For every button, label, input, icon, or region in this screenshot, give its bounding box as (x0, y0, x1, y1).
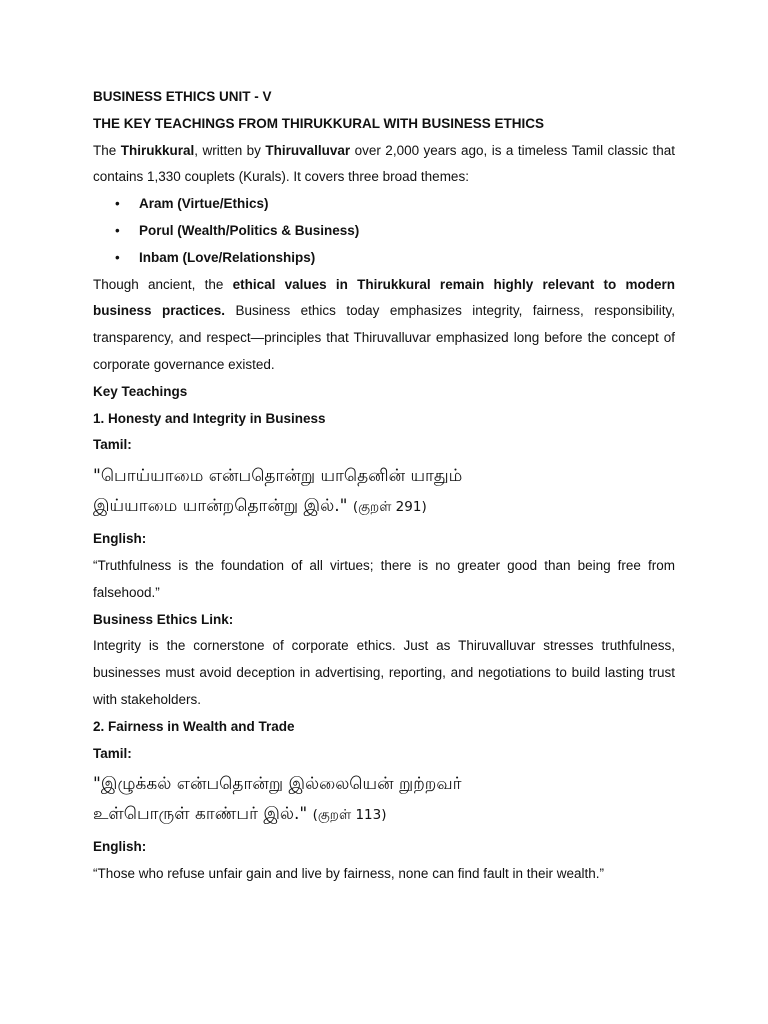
section-1-tamil-line-2-text: இய்யாமை யான்றதொன்று இல்." (93, 496, 348, 517)
intro-thiruvalluvar: Thiruvalluvar (265, 142, 351, 158)
list-item (115, 245, 675, 272)
section-1-kural-ref: (குறள் 291) (352, 499, 427, 516)
relevance-paragraph (93, 272, 675, 379)
relevance-lead: Though ancient, the (93, 276, 233, 292)
intro-paragraph (93, 138, 675, 192)
relevance-rest: Business ethics today emphasizes integrity, fairness, responsibility, transparency, and respect—principles that Thiruvalluvar emphasized long before the concept of corporate governance existed. (93, 303, 675, 372)
theme-aram: Aram (Virtue/Ethics) (139, 196, 269, 212)
intro-thirukkural: Thirukkural (120, 142, 195, 158)
section-1-tamil-label: Tamil: (93, 437, 132, 453)
section-1-english-text: “Truthfulness is the foundation of all virtues; there is no greater good than being free from falsehood.” (93, 557, 675, 600)
section-1-kural (93, 461, 675, 522)
unit-title: BUSINESS ETHICS UNIT - V (93, 89, 272, 104)
section-2-tamil-label: Tamil: (93, 745, 132, 761)
relevance-bold: ethical values in Thirukkural remain highly relevant to modern business practices. (93, 276, 675, 319)
section-2-english-label: English: (93, 839, 147, 855)
section-1-tamil-line-2 (93, 491, 675, 522)
intro-written-by: , written by (194, 142, 266, 158)
bullet-icon: • (115, 222, 120, 238)
section-2-title: 2. Fairness in Wealth and Trade (93, 718, 295, 734)
theme-porul: Porul (Wealth/Politics & Business) (139, 222, 360, 238)
section-2-tamil-line-2-text: உள்பொருள் காண்பர் இல்." (93, 804, 308, 825)
main-heading: THE KEY TEACHINGS FROM THIRUKKURAL WITH BUSINESS ETHICS (93, 115, 545, 131)
intro-rest: over 2,000 years ago, is a timeless Tamil classic that contains 1,330 couplets (Kurals). It covers three broad themes: (93, 142, 676, 185)
bullet-icon: • (115, 196, 120, 212)
bullet-icon: • (115, 249, 120, 265)
themes-list (93, 191, 675, 271)
section-1-english-label: English: (93, 531, 147, 547)
document-page (93, 84, 675, 888)
section-2-tamil-line-1: "இழுக்கல் என்பதொன்று இல்லையென் றுற்றவர் (93, 774, 462, 795)
section-2-kural (93, 769, 675, 830)
list-item (115, 191, 675, 218)
key-teachings-heading: Key Teachings (93, 383, 188, 399)
section-1-link-text: Integrity is the cornerstone of corporate ethics. Just as Thiruvalluvar stresses truthfulness, businesses must avoid deception in advertising, reporting, and negotiations to build lasting trust with stakeholders. (93, 638, 675, 707)
section-1-title: 1. Honesty and Integrity in Business (93, 410, 326, 426)
section-2-kural-ref: (குறள் 113) (312, 807, 387, 824)
list-item (115, 218, 675, 245)
section-2-tamil-line-2 (93, 799, 675, 830)
theme-inbam: Inbam (Love/Relationships) (139, 249, 316, 265)
section-2-english-text: “Those who refuse unfair gain and live by fairness, none can find fault in their wealth.” (93, 866, 605, 882)
intro-the: The (93, 142, 121, 158)
section-1-tamil-line-1: "பொய்யாமை என்பதொன்று யாதெனின் யாதும் (93, 466, 463, 487)
section-1-link-label: Business Ethics Link: (93, 611, 234, 627)
